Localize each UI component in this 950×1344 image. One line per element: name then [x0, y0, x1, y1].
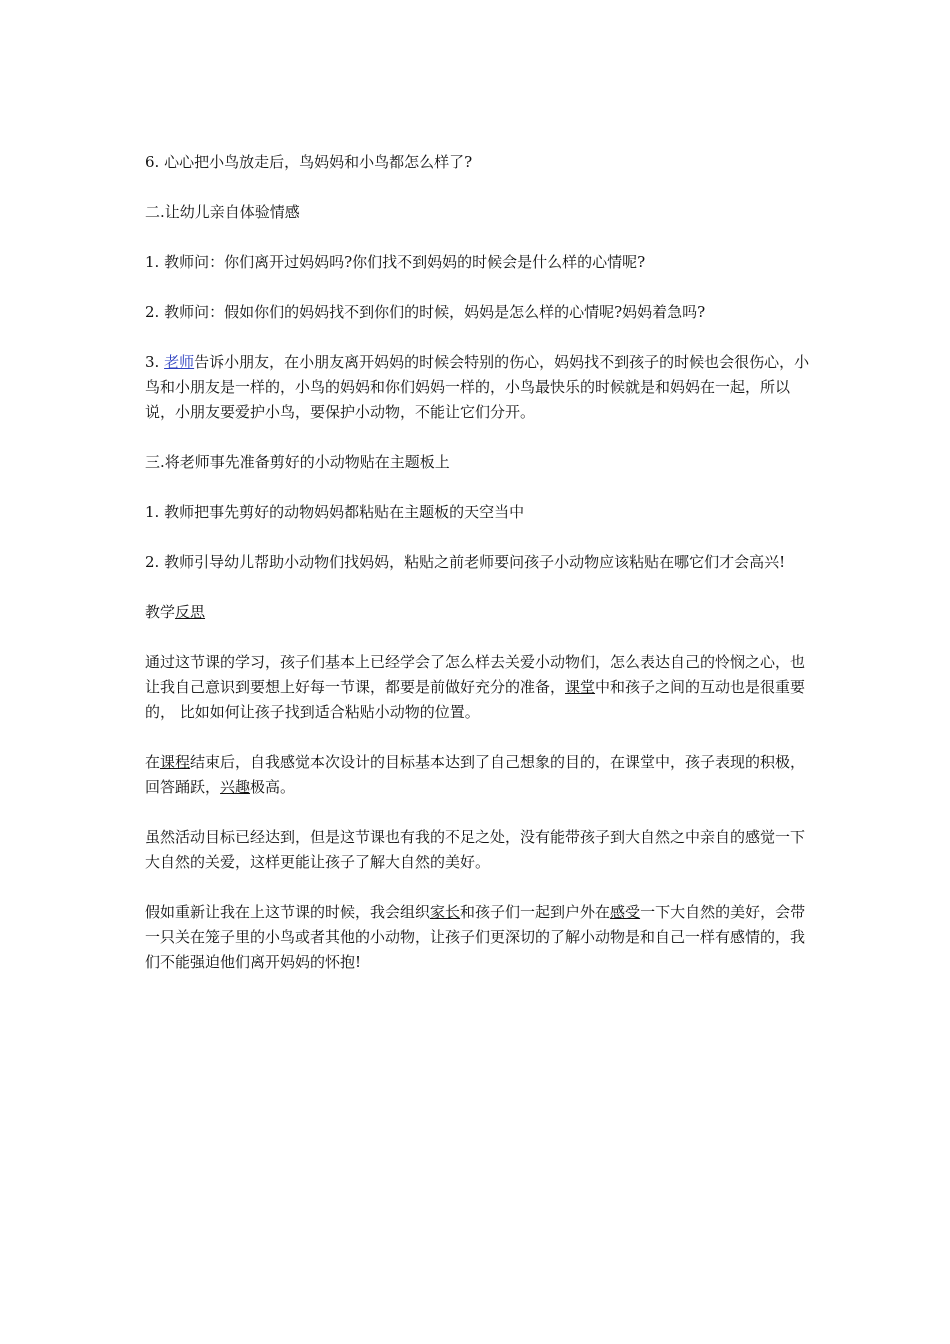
section-3-heading: 三.将老师事先准备剪好的小动物贴在主题板上 — [145, 453, 450, 471]
r1-part2: 中和孩子之间的互动也是很重要的， 比如如何让孩子找到适合粘贴小动物的位置。 — [145, 678, 806, 721]
feel-link[interactable]: 感受 — [610, 903, 641, 921]
r4-part1: 假如重新让我在上这节课的时候，我会组织 — [145, 903, 431, 921]
section-3-item-2: 2. 教师引导幼儿帮助小动物们找妈妈，粘贴之前老师要问孩子小动物应该粘贴在哪它们才会高兴! — [145, 553, 786, 571]
section-3-item-1: 1. 教师把事先剪好的动物妈妈都粘贴在主题板的天空当中 — [145, 503, 525, 521]
question-6: 6. 心心把小鸟放走后，鸟妈妈和小鸟都怎么样了? — [145, 153, 473, 171]
classroom-link[interactable]: 课堂 — [565, 678, 596, 696]
section-2-item-2: 2. 教师问：假如你们的妈妈找不到你们的时候，妈妈是怎么样的心情呢?妈妈着急吗? — [145, 303, 706, 321]
reflection-paragraph-3: 虽然活动目标已经达到，但是这节课也有我的不足之处，没有能带孩子到大自然之中亲自的感觉一下大自然的关爱，这样更能让孩子了解大自然的美好。 — [145, 828, 806, 871]
reflection-paragraph-2 — [145, 750, 815, 800]
reflection-paragraph-4 — [145, 900, 815, 975]
reflection-link[interactable]: 反思 — [175, 603, 206, 621]
reflection-paragraph-1 — [145, 650, 815, 725]
section-2-heading: 二.让幼儿亲自体验情感 — [145, 203, 300, 221]
r2-part3: 极高。 — [250, 778, 296, 796]
interest-link[interactable]: 兴趣 — [220, 778, 251, 796]
course-link[interactable]: 课程 — [160, 753, 191, 771]
section-2-item-1: 1. 教师问：你们离开过妈妈吗?你们找不到妈妈的时候会是什么样的心情呢? — [145, 253, 646, 271]
teacher-link[interactable]: 老师 — [164, 353, 195, 371]
reflection-heading — [145, 600, 815, 625]
r2-part1: 在 — [145, 753, 161, 771]
parents-link[interactable]: 家长 — [430, 903, 461, 921]
r4-part3: 一下大自然的美好，会带一只关在笼子里的小鸟或者其他的小动物，让孩子们更深切的了解小动物是和自己一样有感情的，我们不能强迫他们离开妈妈的怀抱! — [145, 903, 806, 971]
r1-part1: 通过这节课的学习，孩子们基本上已经学会了怎么样去关爱小动物们，怎么表达自己的怜悯之心，也让我自己意识到要想上好每一节课，都要是前做好充分的准备， — [145, 653, 806, 696]
item-3-number: 3. — [145, 353, 165, 371]
section-2-item-3 — [145, 350, 815, 425]
document-body — [145, 150, 815, 975]
reflection-prefix: 教学 — [145, 603, 176, 621]
r2-part2: 结束后，自我感觉本次设计的目标基本达到了自己想象的目的，在课堂中，孩子表现的积极，回答踊跃， — [145, 753, 806, 796]
item-3-text: 告诉小朋友，在小朋友离开妈妈的时候会特别的伤心，妈妈找不到孩子的时候也会很伤心，小鸟和小朋友是一样的，小鸟的妈妈和你们妈妈一样的，小鸟最快乐的时候就是和妈妈在一起，所以说，小朋友要爱护小鸟，要保护小动物，不能让它们分开。 — [145, 353, 810, 421]
r4-part2: 和孩子们一起到户外在 — [460, 903, 611, 921]
